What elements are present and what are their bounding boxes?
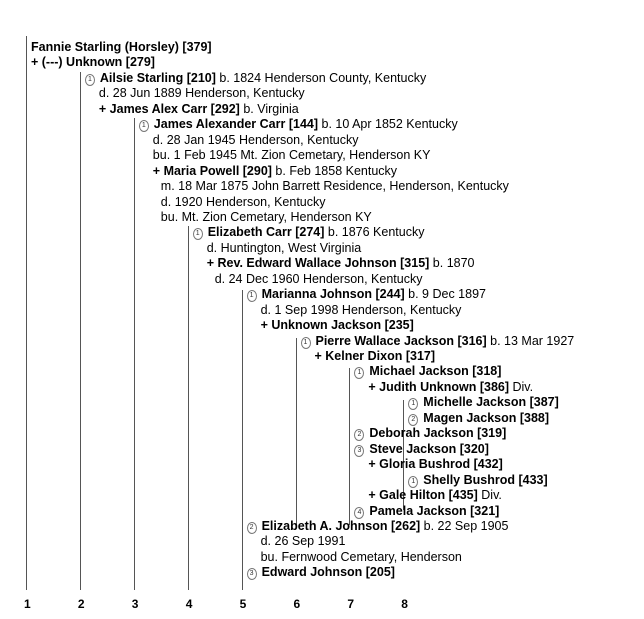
generation-number: 7 (347, 597, 355, 611)
entry-detail (261, 318, 414, 333)
entry-detail (207, 241, 362, 256)
event-text: b. 1824 Henderson County, Kentucky (215, 70, 427, 85)
entry-detail (368, 380, 533, 395)
event-text: b. Feb 1858 Kentucky (271, 163, 398, 178)
event-text: b. 22 Sep 1905 (420, 518, 509, 533)
person-name: Ailsie Starling [210] (99, 70, 216, 85)
person-entry (193, 225, 425, 240)
generation-6-line (296, 338, 297, 525)
generation-4-line (188, 226, 189, 590)
person-name: + James Alex Carr [292] (98, 101, 240, 116)
person-entry (85, 71, 426, 86)
generation-number: 5 (239, 597, 247, 611)
entry-detail (368, 457, 502, 472)
person-name: Pamela Jackson [321] (369, 503, 500, 518)
child-number-badge: 1 (354, 367, 364, 379)
generation-number: 4 (185, 597, 193, 611)
entry-detail (99, 86, 305, 101)
person-entry (408, 411, 549, 426)
generation-number: 8 (401, 597, 408, 611)
person-name: Michael Jackson [318] (369, 364, 502, 379)
entry-detail (315, 349, 436, 364)
generation-2-line (80, 72, 81, 590)
generation-number: 3 (131, 597, 139, 611)
person-name: + Rev. Edward Wallace Johnson [315] (206, 256, 430, 271)
entry-detail (215, 272, 423, 287)
generation-1-line (26, 36, 27, 590)
event-text: b. 1870 (429, 256, 475, 271)
event-text: Div. (477, 488, 502, 503)
child-number-badge: 1 (408, 398, 418, 410)
person-name: + Gale Hilton [435] (368, 488, 478, 503)
person-name: Elizabeth Carr [274] (207, 225, 325, 240)
person-name: Michelle Jackson [387] (423, 395, 559, 410)
event-text: bu. Fernwood Cemetary, Henderson (260, 549, 462, 564)
person-name: Edward Johnson [205] (261, 565, 395, 580)
event-text: d. 28 Jun 1889 Henderson, Kentucky (98, 86, 305, 101)
entry-detail (161, 195, 326, 210)
event-text: Div. (509, 379, 534, 394)
person-name: Shelly Bushrod [433] (423, 472, 548, 487)
entry-detail (153, 164, 397, 179)
child-number-badge: 2 (247, 522, 257, 534)
generation-7-line (349, 368, 350, 525)
event-text: b. Virginia (239, 101, 299, 116)
entry-detail (207, 256, 475, 271)
entry-detail (161, 210, 372, 225)
person-name: Magen Jackson [388] (423, 410, 550, 425)
person-name: + (---) Unknown [279] (31, 55, 155, 70)
person-name: + Unknown Jackson [235] (260, 318, 414, 333)
person-name: + Judith Unknown [386] (368, 379, 510, 394)
person-name: + Maria Powell [290] (152, 163, 272, 178)
generation-number: 2 (77, 597, 85, 611)
event-text: d. 28 Jan 1945 Henderson, Kentucky (152, 132, 359, 147)
entry-detail (261, 303, 462, 318)
person-entry (247, 287, 486, 302)
event-text: b. 9 Dec 1897 (404, 287, 486, 302)
event-text: d. 1 Sep 1998 Henderson, Kentucky (260, 302, 462, 317)
generation-3-line (134, 118, 135, 590)
entry-detail (161, 179, 509, 194)
child-number-badge: 3 (247, 568, 257, 580)
person-entry (408, 473, 547, 488)
child-number-badge: 1 (247, 290, 257, 302)
person-name: Pierre Wallace Jackson [316] (315, 333, 487, 348)
person-entry (408, 395, 558, 410)
entry-detail (261, 534, 346, 549)
child-number-badge: 1 (408, 476, 418, 488)
person-name: Elizabeth A. Johnson [262] (261, 518, 421, 533)
event-text: d. Huntington, West Virginia (206, 240, 362, 255)
entry-detail (261, 550, 462, 565)
person-entry (354, 426, 506, 441)
event-text: b. 1876 Kentucky (324, 225, 425, 240)
entry-detail (153, 133, 359, 148)
event-text: m. 18 Mar 1875 John Barrett Residence, Henderson, Kentucky (160, 179, 509, 194)
child-number-badge: 1 (301, 337, 311, 349)
child-number-badge: 4 (354, 507, 364, 519)
child-number-badge: 2 (408, 414, 418, 426)
person-name: Deborah Jackson [319] (369, 426, 507, 441)
generation-number: 1 (24, 597, 31, 611)
child-number-badge: 3 (354, 445, 364, 457)
entry-detail (31, 40, 212, 55)
entry-detail (99, 102, 299, 117)
person-entry (301, 334, 575, 349)
event-text: d. 26 Sep 1991 (260, 534, 346, 549)
person-entry (354, 442, 489, 457)
child-number-badge: 1 (193, 228, 203, 240)
child-number-badge: 1 (139, 120, 149, 132)
event-text: b. 13 Mar 1927 (486, 333, 575, 348)
person-name: James Alexander Carr [144] (153, 117, 319, 132)
person-name: Fannie Starling (Horsley) [379] (31, 40, 212, 54)
person-name: Steve Jackson [320] (369, 441, 489, 456)
generation-5-line (242, 290, 243, 590)
event-text: d. 24 Dec 1960 Henderson, Kentucky (214, 271, 423, 286)
event-text: b. 10 Apr 1852 Kentucky (318, 117, 458, 132)
person-entry (354, 364, 501, 379)
person-entry (247, 519, 509, 534)
person-entry (354, 504, 499, 519)
person-name: + Kelner Dixon [317] (314, 349, 436, 363)
person-entry (247, 565, 395, 580)
person-name: + Gloria Bushrod [432] (368, 457, 503, 472)
event-text: d. 1920 Henderson, Kentucky (160, 194, 326, 209)
generation-number: 6 (293, 597, 301, 611)
person-entry (139, 117, 458, 132)
event-text: bu. 1 Feb 1945 Mt. Zion Cemetary, Henderson KY (152, 148, 431, 163)
event-text: bu. Mt. Zion Cemetary, Henderson KY (160, 209, 372, 224)
entry-detail (153, 148, 431, 163)
child-number-badge: 1 (85, 74, 95, 86)
entry-detail (31, 55, 155, 70)
entry-detail (368, 488, 501, 503)
person-name: Marianna Johnson [244] (261, 287, 405, 302)
child-number-badge: 2 (354, 429, 364, 441)
